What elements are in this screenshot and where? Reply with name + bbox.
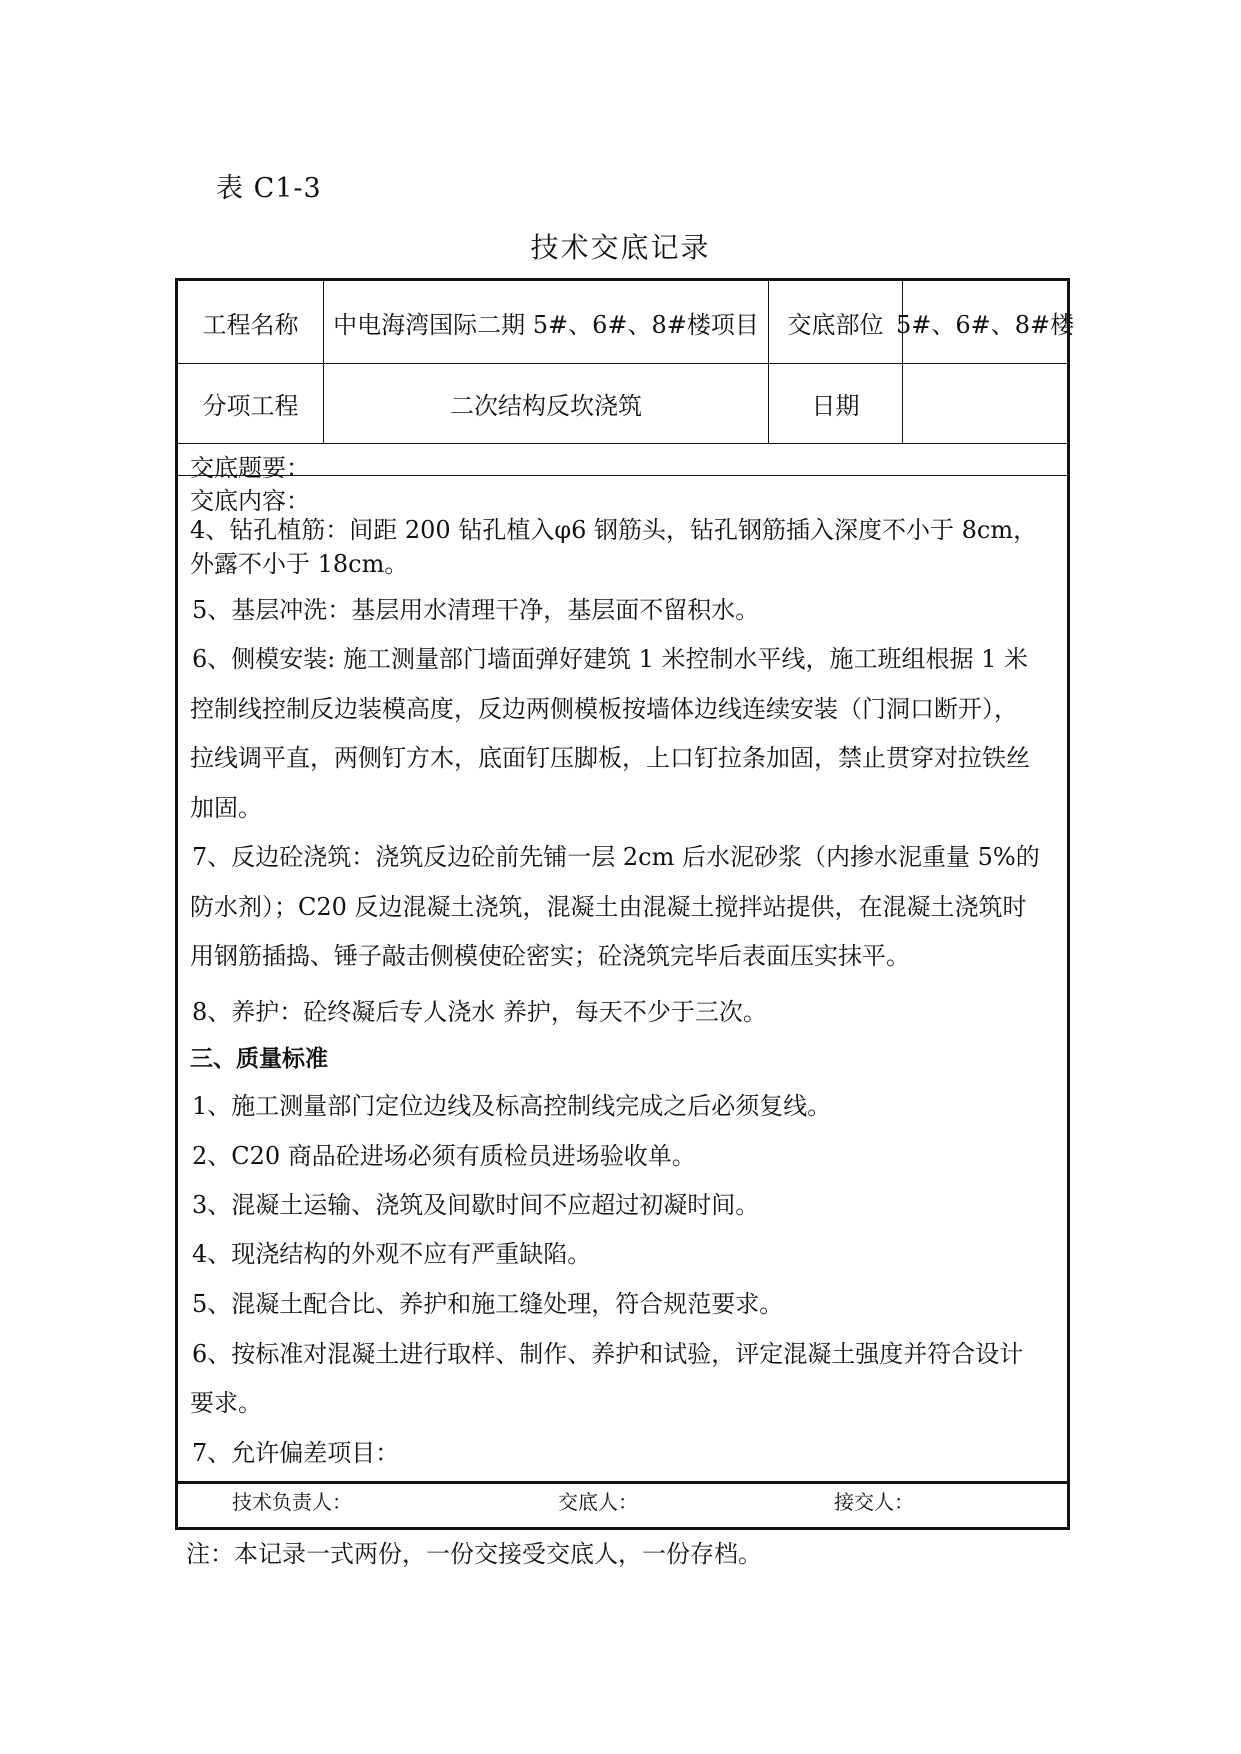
project-name-value: 中电海湾国际二期 5#、6#、8#楼项目 — [333, 310, 759, 339]
content-item-5: 5、基层冲洗：基层用水清理干净，基层面不留积水。 — [192, 596, 760, 624]
quality-item-7: 7、允许偏差项目： — [192, 1439, 400, 1467]
quality-item-1: 1、施工测量部门定位边线及标高控制线完成之后必须复线。 — [192, 1092, 832, 1120]
disclosure-table — [175, 278, 1075, 1530]
subproject-label: 分项工程 — [202, 392, 299, 420]
quality-item-6-line-1: 6、按标准对混凝土进行取样、制作、养护和试验，评定混凝土强度并符合设计 — [192, 1340, 1024, 1368]
quality-item-4: 4、现浇结构的外观不应有严重缺陷。 — [192, 1240, 592, 1268]
receiver-signature-label: 接交人： — [834, 1490, 914, 1514]
content-item-4: 4、钻孔植筋：间距 200 钻孔植入φ6 钢筋头，钻孔钢筋插入深度不小于 8cm，外露不小于 18cm。 — [190, 516, 1038, 578]
content-item-6-line-4: 加固。 — [190, 794, 262, 822]
footer-note: 注：本记录一式两份，一份交接受交底人，一份存档。 — [186, 1540, 762, 1568]
content-label: 交底内容： — [190, 487, 310, 515]
subproject-value: 二次结构反坎浇筑 — [450, 392, 642, 420]
tech-lead-signature-label: 技术负责人： — [232, 1490, 352, 1514]
signature-divider — [178, 1481, 1067, 1484]
date-value — [903, 364, 1067, 443]
date-label: 日期 — [811, 392, 860, 420]
form-code: 表 C1-3 — [216, 173, 322, 204]
quality-item-2: 2、C20 商品砼进场必须有质检员进场验收单。 — [192, 1142, 696, 1170]
location-value: 5#、6#、8#楼 — [895, 310, 1075, 339]
quality-item-6-line-2: 要求。 — [190, 1389, 262, 1417]
discloser-signature-label: 交底人： — [558, 1490, 638, 1514]
document-title: 技术交底记录 — [530, 231, 711, 264]
content-item-7-line-2: 防水剂）；C20 反边混凝土浇筑，混凝土由混凝土搅拌站提供，在混凝土浇筑时 — [190, 893, 1027, 921]
location-label: 交底部位 — [787, 310, 884, 339]
row-divider — [178, 443, 1067, 444]
quality-item-3: 3、混凝土运输、浇筑及间歇时间不应超过初凝时间。 — [192, 1191, 760, 1219]
content-item-6-line-2: 控制线控制反边装模高度，反边两侧模板按墙体边线连续安装（门洞口断开）， — [190, 695, 1018, 723]
content-item-7-line-1: 7、反边砼浇筑：浇筑反边砼前先铺一层 2cm 后水泥砂浆（内掺水泥重量 5%的 — [192, 843, 1040, 871]
quality-item-5: 5、混凝土配合比、养护和施工缝处理，符合规范要求。 — [192, 1290, 784, 1318]
content-item-7-line-3: 用钢筋插捣、锤子敲击侧模使砼密实；砼浇筑完毕后表面压实抹平。 — [190, 942, 910, 970]
summary-label: 交底题要： — [190, 454, 310, 482]
content-item-8: 8、养护：砼终凝后专人浇水 养护，每天不少于三次。 — [192, 998, 767, 1026]
project-name-label: 工程名称 — [202, 310, 299, 339]
quality-heading: 三、质量标准 — [190, 1045, 328, 1072]
content-item-6-line-1: 6、侧模安装: 施工测量部门墙面弹好建筑 1 米控制水平线，施工班组根据 1 米 — [192, 645, 1029, 673]
content-item-6-line-3: 拉线调平直，两侧钉方木，底面钉压脚板，上口钉拉条加固，禁止贯穿对拉铁丝 — [190, 744, 1030, 772]
